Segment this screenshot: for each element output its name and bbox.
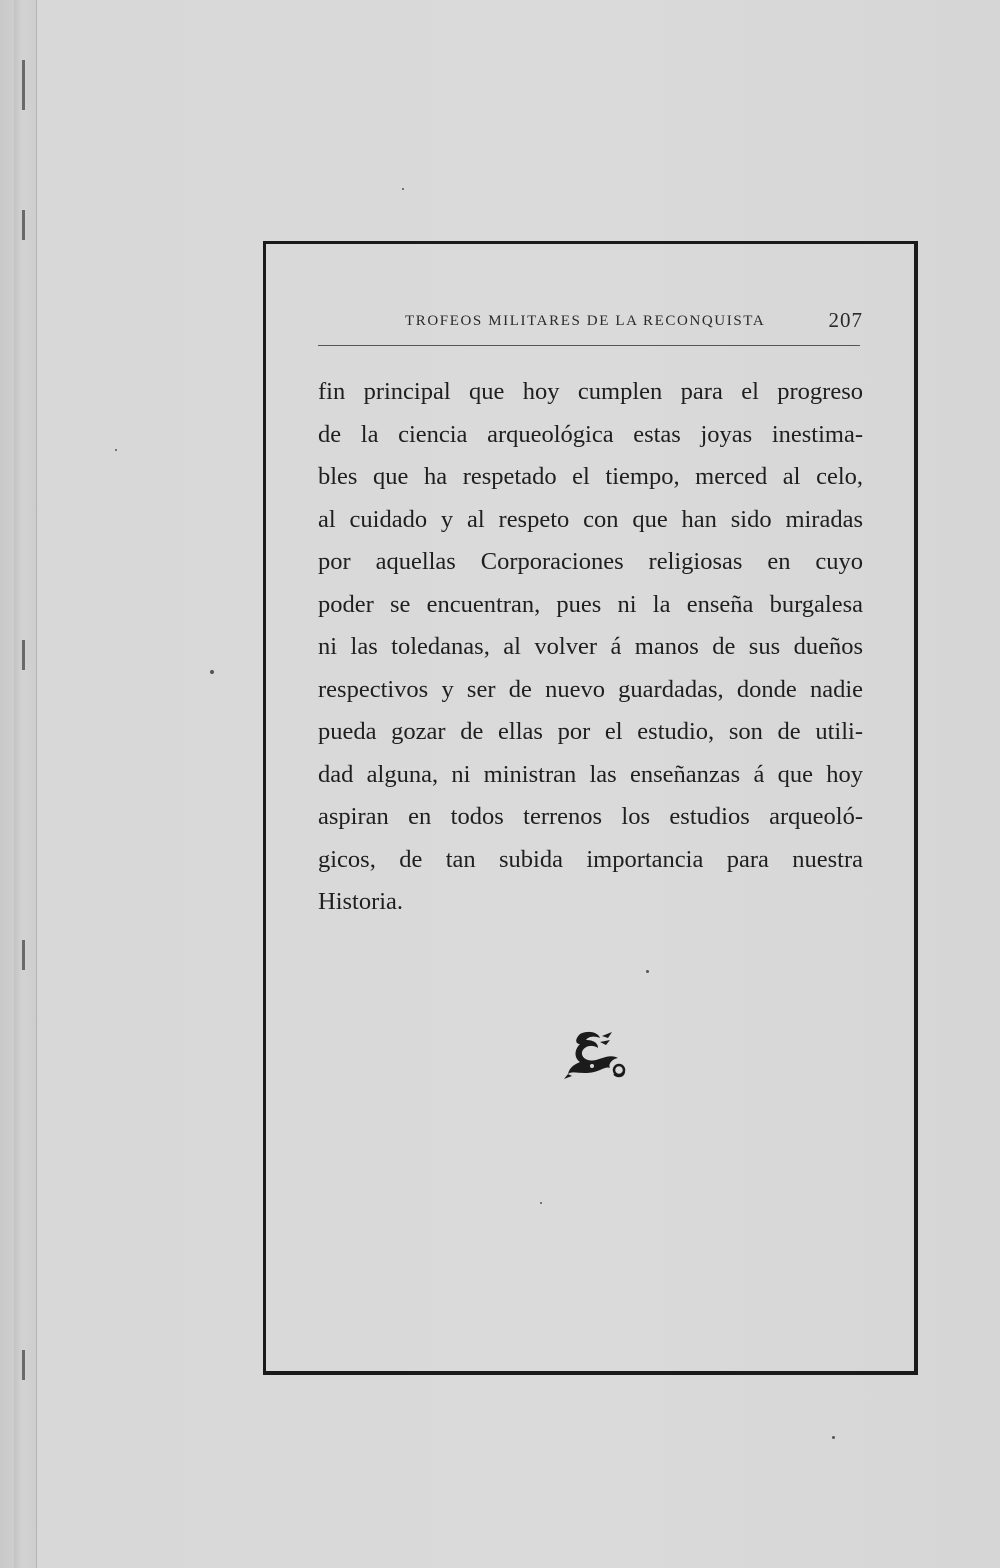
running-head-title: TROFEOS MILITARES DE LA RECONQUISTA xyxy=(405,313,766,329)
binding-thread xyxy=(22,1350,25,1380)
page-number: 207 xyxy=(828,308,863,332)
paper-speck xyxy=(646,970,649,973)
binding-thread xyxy=(22,940,25,970)
text-line: dad alguna, ni ministran las enseñanzas á que hoy xyxy=(318,760,863,788)
text-line: ni las toledanas, al volver á manos de sus dueños xyxy=(318,633,863,660)
text-line: de la ciencia arqueológica estas joyas inestima- xyxy=(318,420,863,448)
binding-thread xyxy=(22,210,25,240)
binding-thread xyxy=(22,60,25,110)
tailpiece-ornament-graphic xyxy=(562,1028,628,1082)
text-line: poder se encuentran, pues ni la enseña burgalesa xyxy=(318,590,863,618)
text-line: pueda gozar de ellas por el estudio, son de utili- xyxy=(318,718,863,745)
paper-speck xyxy=(402,188,404,190)
serpent-dragon-tailpiece-icon xyxy=(562,1028,628,1082)
text-line: respectivos y ser de nuevo guardadas, donde nadie xyxy=(318,675,863,703)
text-line: bles que ha respetado el tiempo, merced al celo, xyxy=(318,463,863,490)
page-binding-edge xyxy=(14,0,37,1568)
text-line: aspiran en todos terrenos los estudios arqueoló- xyxy=(318,803,863,830)
binding-thread xyxy=(22,640,25,670)
text-line: por aquellas Corporaciones religiosas en cuyo xyxy=(318,548,863,575)
text-line: gicos, de tan subida importancia para nuestra xyxy=(318,845,863,873)
text-line: al cuidado y al respeto con que han sido miradas xyxy=(318,505,863,533)
paper-speck xyxy=(115,449,117,451)
paper-speck xyxy=(540,1202,542,1204)
header-rule xyxy=(318,345,860,346)
paper-speck xyxy=(832,1436,835,1439)
body-paragraph xyxy=(318,371,863,924)
paper-speck xyxy=(210,670,214,674)
text-line: Historia. xyxy=(318,888,404,915)
text-line: fin principal que hoy cumplen para el progreso xyxy=(318,378,863,405)
running-head xyxy=(318,308,863,338)
